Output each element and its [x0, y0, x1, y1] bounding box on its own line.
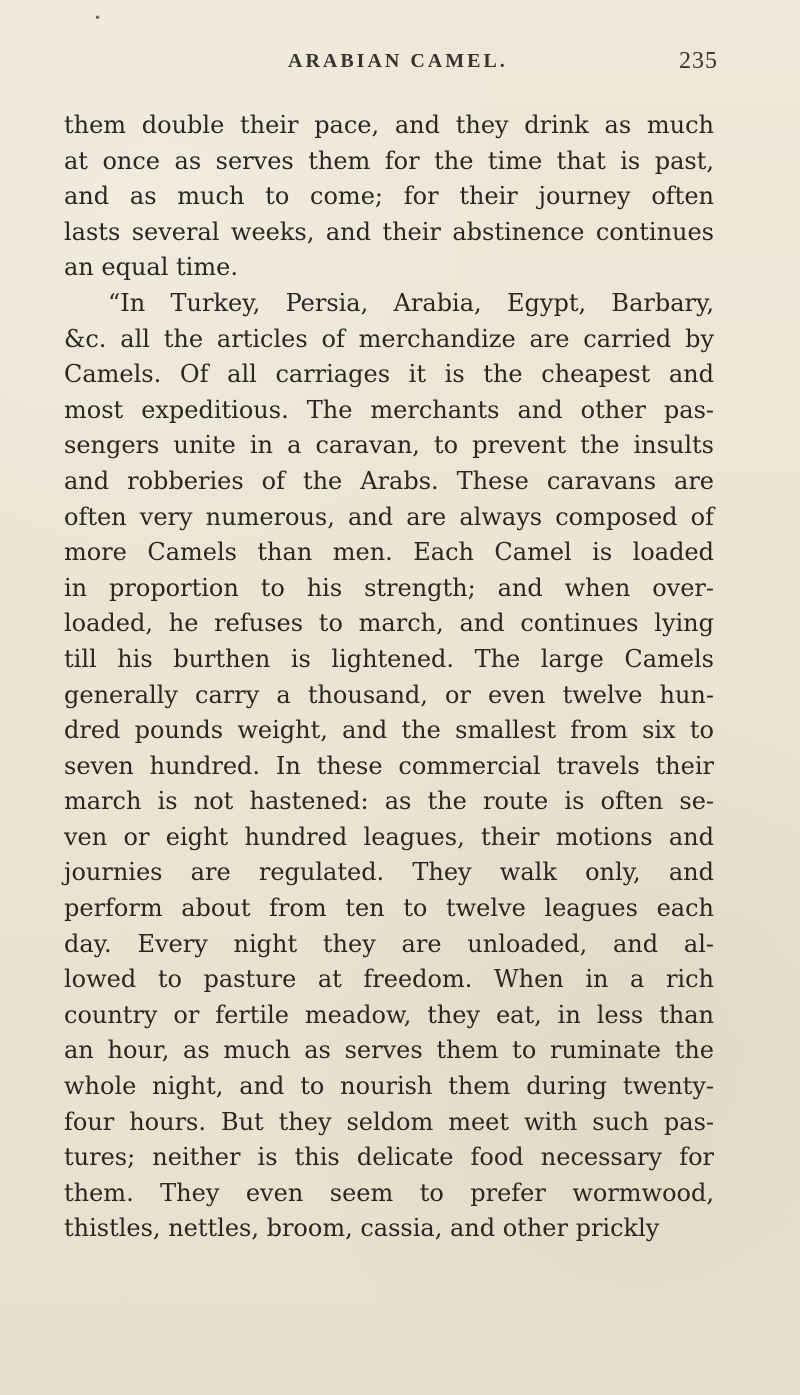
text-line: thistles, nettles, broom, cassia, and other prickly — [64, 1214, 660, 1243]
text-line: &c. all the articles of merchandize are carried by — [64, 324, 714, 353]
page-number: 235 — [679, 48, 718, 74]
page-header — [258, 48, 718, 84]
text-line: tures; neither is this delicate food necessary for — [64, 1143, 714, 1172]
text-line: country or fertile meadow, they eat, in less than — [64, 1000, 714, 1029]
text-line: in proportion to his strength; and when over- — [64, 573, 714, 602]
text-line: march is not hastened: as the route is often se- — [64, 787, 714, 816]
text-line: an hour, as much as serves them to ruminate the — [64, 1036, 714, 1065]
text-line: often very numerous, and are always composed of — [64, 502, 714, 531]
text-line: ven or eight hundred leagues, their motions and — [64, 822, 714, 851]
text-line: and robberies of the Arabs. These caravans are — [64, 466, 714, 495]
text-line: more Camels than men. Each Camel is loaded — [64, 538, 714, 567]
printed-mark: • — [94, 11, 102, 25]
running-head: ARABIAN CAMEL. — [288, 50, 508, 72]
text-line: dred pounds weight, and the smallest from six to — [64, 716, 714, 745]
body-text — [64, 108, 714, 1247]
text-line: them double their pace, and they drink as much — [64, 111, 714, 139]
text-line: whole night, and to nourish them during twenty- — [64, 1072, 714, 1101]
text-line: till his burthen is lightened. The large Camels — [64, 644, 714, 673]
text-line: perform about from ten to twelve leagues each — [64, 894, 714, 923]
text-line: them. They even seem to prefer wormwood, — [64, 1178, 714, 1207]
text-line: seven hundred. In these commercial travels their — [64, 751, 714, 780]
text-line: generally carry a thousand, or even twelve hun- — [64, 680, 714, 709]
text-line: loaded, he refuses to march, and continues lying — [64, 609, 714, 638]
text-line: and as much to come; for their journey often — [64, 182, 714, 211]
text-line: sengers unite in a caravan, to prevent the insults — [64, 431, 714, 460]
text-line: four hours. But they seldom meet with such pas- — [64, 1107, 714, 1136]
text-line: at once as serves them for the time that is past, — [64, 146, 714, 175]
text-line: lowed to pasture at freedom. When in a rich — [64, 965, 714, 994]
text-line: lasts several weeks, and their abstinence continues — [64, 217, 714, 246]
text-line: “In Turkey, Persia, Arabia, Egypt, Barbary, — [108, 288, 714, 317]
text-line: most expeditious. The merchants and other pas- — [64, 395, 714, 424]
text-line: Camels. Of all carriages it is the cheapest and — [64, 360, 714, 389]
text-line: journies are regulated. They walk only, and — [64, 858, 714, 887]
text-line: day. Every night they are unloaded, and al- — [64, 929, 714, 958]
text-line: an equal time. — [64, 253, 238, 282]
